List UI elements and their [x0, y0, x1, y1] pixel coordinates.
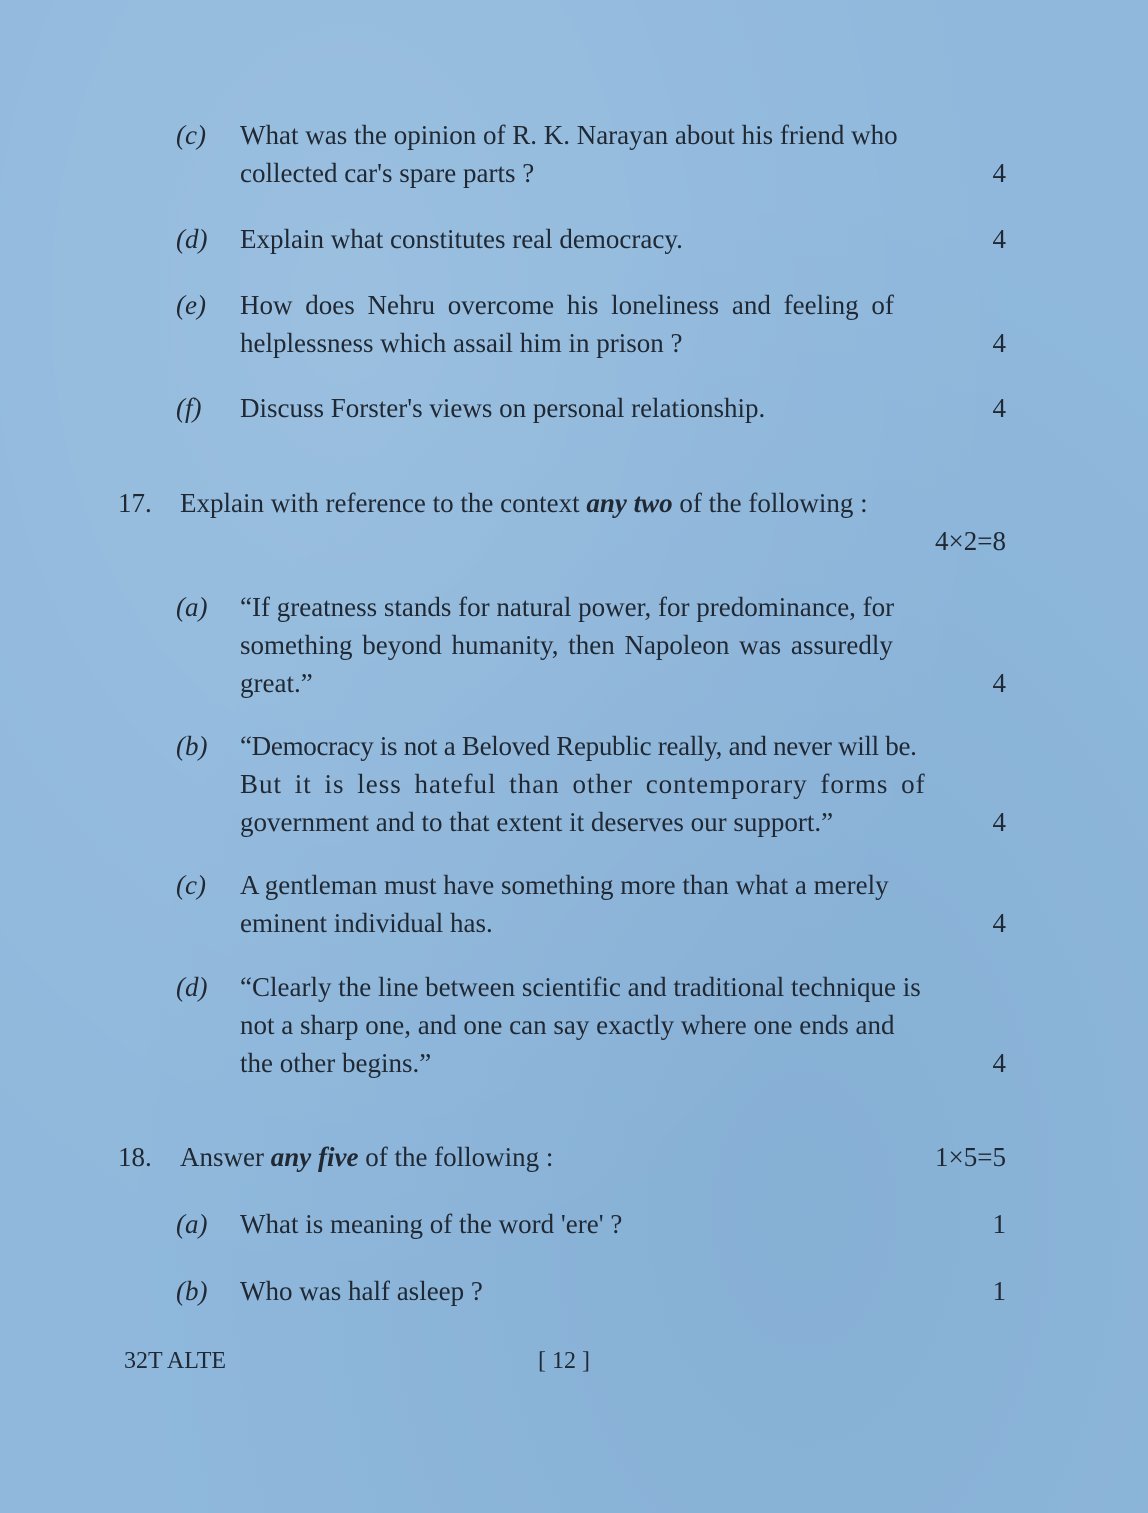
item-line: government and to that extent it deserves our support.” [240, 807, 834, 837]
item-label: (d) [176, 224, 208, 254]
item-line: Discuss Forster's views on personal relationship. [240, 393, 766, 423]
emphasis: any five [270, 1142, 359, 1172]
item-marks: 4 [992, 393, 1006, 423]
item-marks: 4 [992, 668, 1006, 698]
item-line: “If greatness stands for natural power, for predominance, for [240, 592, 895, 622]
item-line: the other begins.” [240, 1048, 432, 1078]
paper-code: 32T ALTE [124, 1348, 227, 1374]
item-marks: 4 [992, 328, 1006, 358]
question-number: 17. [118, 488, 152, 518]
item-label: (b) [176, 731, 208, 761]
item-label: (e) [176, 290, 206, 320]
question-18 [118, 1138, 1006, 1176]
q16-item-c [176, 116, 1006, 192]
q16-item-f [176, 389, 1006, 427]
item-label: (c) [176, 870, 206, 900]
item-marks: 4 [992, 807, 1006, 837]
item-line: eminent individual has. [240, 908, 493, 938]
page-number: [ 12 ] [538, 1348, 590, 1374]
item-line: great.” [240, 668, 313, 698]
q16-item-d [176, 220, 1006, 258]
item-line: something beyond humanity, then Napoleon was assuredly [240, 630, 893, 660]
item-line: How does Nehru overcome his loneliness and feeling of [240, 290, 894, 320]
item-marks: 1 [992, 1276, 1006, 1306]
item-marks: 4 [992, 1048, 1006, 1078]
item-line: collected car's spare parts ? [240, 158, 535, 188]
item-label: (b) [176, 1276, 208, 1306]
item-label: (a) [176, 592, 208, 622]
item-marks: 4 [992, 224, 1006, 254]
item-marks: 1 [992, 1209, 1006, 1239]
item-label: (c) [176, 120, 206, 150]
item-line: But it is less hateful than other contemporary forms of [240, 769, 926, 799]
item-line: What was the opinion of R. K. Narayan about his friend who [240, 120, 898, 150]
question-marks: 4×2=8 [935, 526, 1006, 556]
emphasis: any two [586, 488, 673, 518]
item-label: (f) [176, 393, 202, 423]
item-line: “Democracy is not a Beloved Republic really, and never will be. [240, 731, 917, 761]
item-label: (d) [176, 972, 208, 1002]
item-line: A gentleman must have something more than what a merely [240, 870, 889, 900]
item-label: (a) [176, 1209, 208, 1239]
item-marks: 4 [992, 908, 1006, 938]
item-line: “Clearly the line between scientific and traditional technique is [240, 972, 921, 1002]
question-text: Explain with reference to the context any two of the following : [180, 488, 868, 518]
item-line: Who was half asleep ? [240, 1276, 483, 1306]
q17-item-a [176, 588, 1006, 702]
question-number: 18. [118, 1142, 152, 1172]
q17-item-c [176, 866, 1006, 942]
q17-item-d [176, 968, 1006, 1082]
q18-item-b [176, 1272, 1006, 1310]
item-line: helplessness which assail him in prison ? [240, 328, 683, 358]
item-line: Explain what constitutes real democracy. [240, 224, 683, 254]
item-line: What is meaning of the word 'ere' ? [240, 1209, 623, 1239]
item-line: not a sharp one, and one can say exactly where one ends and [240, 1010, 895, 1040]
q17-item-b [176, 727, 1006, 841]
question-17 [118, 484, 1006, 560]
q18-item-a [176, 1205, 1006, 1243]
item-marks: 4 [992, 158, 1006, 188]
question-text: Answer any five of the following : [180, 1142, 554, 1172]
q16-item-e [176, 286, 1006, 362]
question-marks: 1×5=5 [935, 1142, 1006, 1172]
